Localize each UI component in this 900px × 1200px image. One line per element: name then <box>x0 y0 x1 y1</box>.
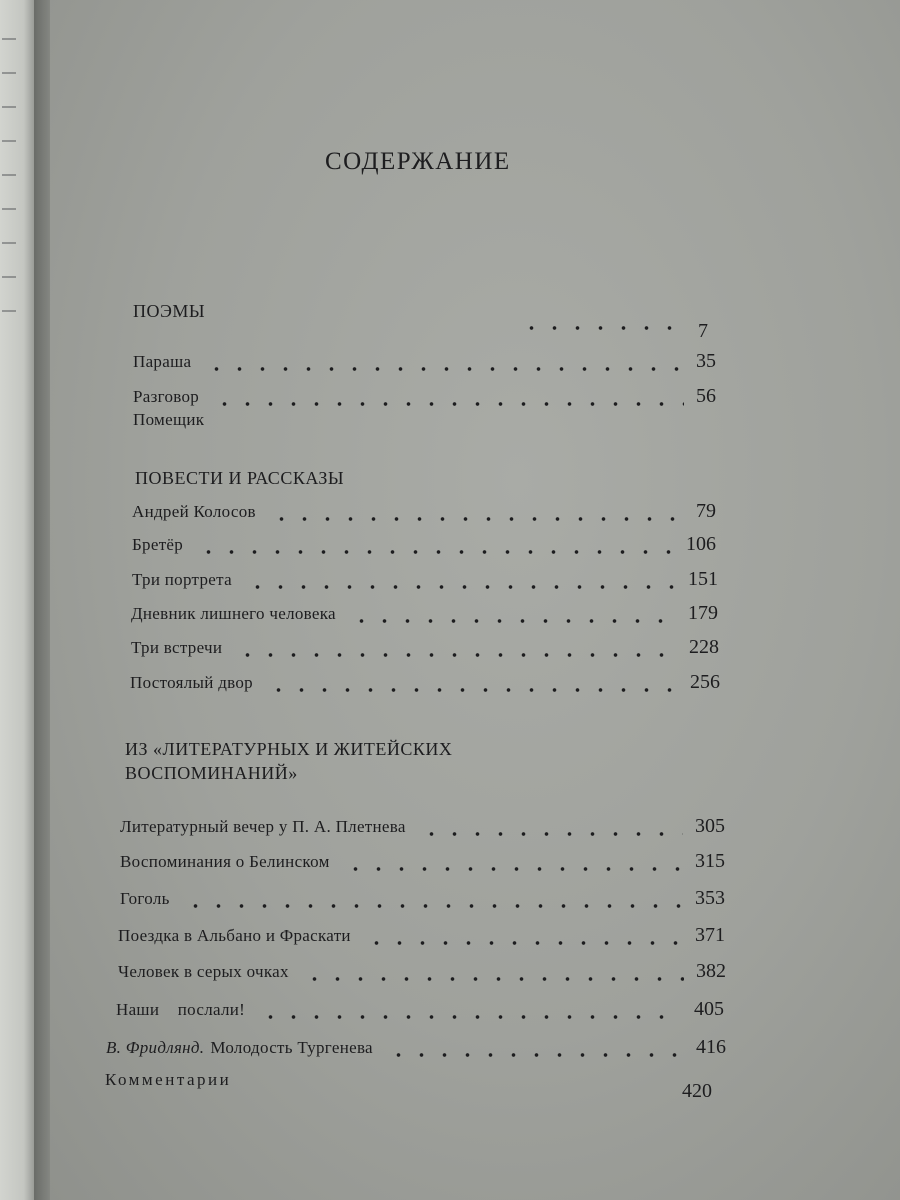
contents-title: СОДЕРЖАНИЕ <box>325 148 511 175</box>
entry-title: Дневник лишнего человека <box>131 604 336 623</box>
toc-entry <box>131 636 719 666</box>
entry-title: Наши послали! <box>116 1000 246 1019</box>
toc-entry <box>131 602 718 632</box>
section-first-page-number: 7 <box>698 320 708 342</box>
entry-page-number: 179 <box>688 602 718 624</box>
entry-page-number: 315 <box>695 850 725 872</box>
entry-title: Молодость Тургенева <box>210 1038 373 1057</box>
entry-page-number: 256 <box>690 671 720 693</box>
entry-page-number: 106 <box>686 533 716 555</box>
entry-title: Разговор <box>133 387 200 406</box>
toc-entry <box>133 350 716 380</box>
dot-leader <box>197 550 674 554</box>
section-heading-memoirs <box>125 737 452 786</box>
toc-entry <box>118 924 725 954</box>
entry-title: Поездка в Альбано и Фраскати <box>118 926 351 945</box>
toc-entry <box>120 815 725 845</box>
entry-page-number: 228 <box>689 636 719 658</box>
toc-entry <box>132 533 716 563</box>
dot-leader <box>267 688 678 692</box>
dot-leader <box>420 832 683 836</box>
toc-entry <box>120 887 725 917</box>
entry-title: Постоялый двор <box>130 673 253 692</box>
entry-page-number: 305 <box>695 815 725 837</box>
section-heading-line: ВОСПОМИНАНИЙ» <box>125 763 298 784</box>
entry-title: Помещик <box>133 410 205 429</box>
entry-page-number: 151 <box>688 568 718 590</box>
entry-title: Три портрета <box>132 570 232 589</box>
toc-entry <box>118 960 726 990</box>
section-heading-stories: ПОВЕСТИ И РАССКАЗЫ <box>135 468 345 488</box>
dot-leader <box>205 367 684 371</box>
toc-entry <box>132 500 716 530</box>
toc-entry-page <box>682 1080 732 1110</box>
entry-page-number: 79 <box>696 500 716 522</box>
entry-title: Три встречи <box>131 638 223 657</box>
previous-page-text-fragments <box>2 20 16 320</box>
dot-leader <box>246 585 676 589</box>
entry-title: Комментарии <box>105 1070 232 1089</box>
entry-page-number: 56 <box>696 385 716 407</box>
entry-title: Гоголь <box>120 889 170 908</box>
entry-title: Бретёр <box>132 535 184 554</box>
dot-leader <box>350 619 676 623</box>
dot-leader <box>259 1015 682 1019</box>
toc-entry <box>130 671 720 701</box>
toc-entry <box>133 410 363 440</box>
dot-leader <box>303 977 684 981</box>
dot-leader <box>213 402 684 406</box>
book-page <box>50 0 900 1200</box>
toc-entry <box>116 998 724 1028</box>
entry-page-number: 405 <box>694 998 724 1020</box>
dot-leader <box>270 517 684 521</box>
toc-entry <box>132 568 718 598</box>
entry-page-number: 416 <box>696 1036 726 1058</box>
toc-entry <box>105 1070 345 1100</box>
toc-entry <box>120 850 725 880</box>
entry-title: Андрей Колосов <box>132 502 256 521</box>
dot-leader <box>344 867 683 871</box>
entry-page-number: 353 <box>695 887 725 909</box>
dot-leader <box>184 904 683 908</box>
entry-author: В. Фридлянд. <box>106 1038 205 1057</box>
entry-title: Литературный вечер у П. А. Плетнева <box>120 817 406 836</box>
section-heading-poems: ПОЭМЫ <box>133 301 206 321</box>
section-heading-line: ИЗ «ЛИТЕРАТУРНЫХ И ЖИТЕЙСКИХ <box>125 739 453 759</box>
toc-entry <box>106 1036 726 1066</box>
entry-title: Человек в серых очках <box>118 962 289 981</box>
previous-page-edge <box>0 0 34 1200</box>
entry-page-number: 382 <box>696 960 726 982</box>
entry-title: Параша <box>133 352 192 371</box>
dot-leader <box>365 941 683 945</box>
entry-page-number: 420 <box>682 1080 712 1102</box>
entry-page-number: 35 <box>696 350 716 372</box>
dot-leader <box>387 1053 684 1057</box>
dot-leader <box>520 326 690 330</box>
entry-title: Воспоминания о Белинском <box>120 852 330 871</box>
table-of-contents <box>50 0 900 1200</box>
dot-leader <box>236 653 677 657</box>
entry-page-number: 371 <box>695 924 725 946</box>
